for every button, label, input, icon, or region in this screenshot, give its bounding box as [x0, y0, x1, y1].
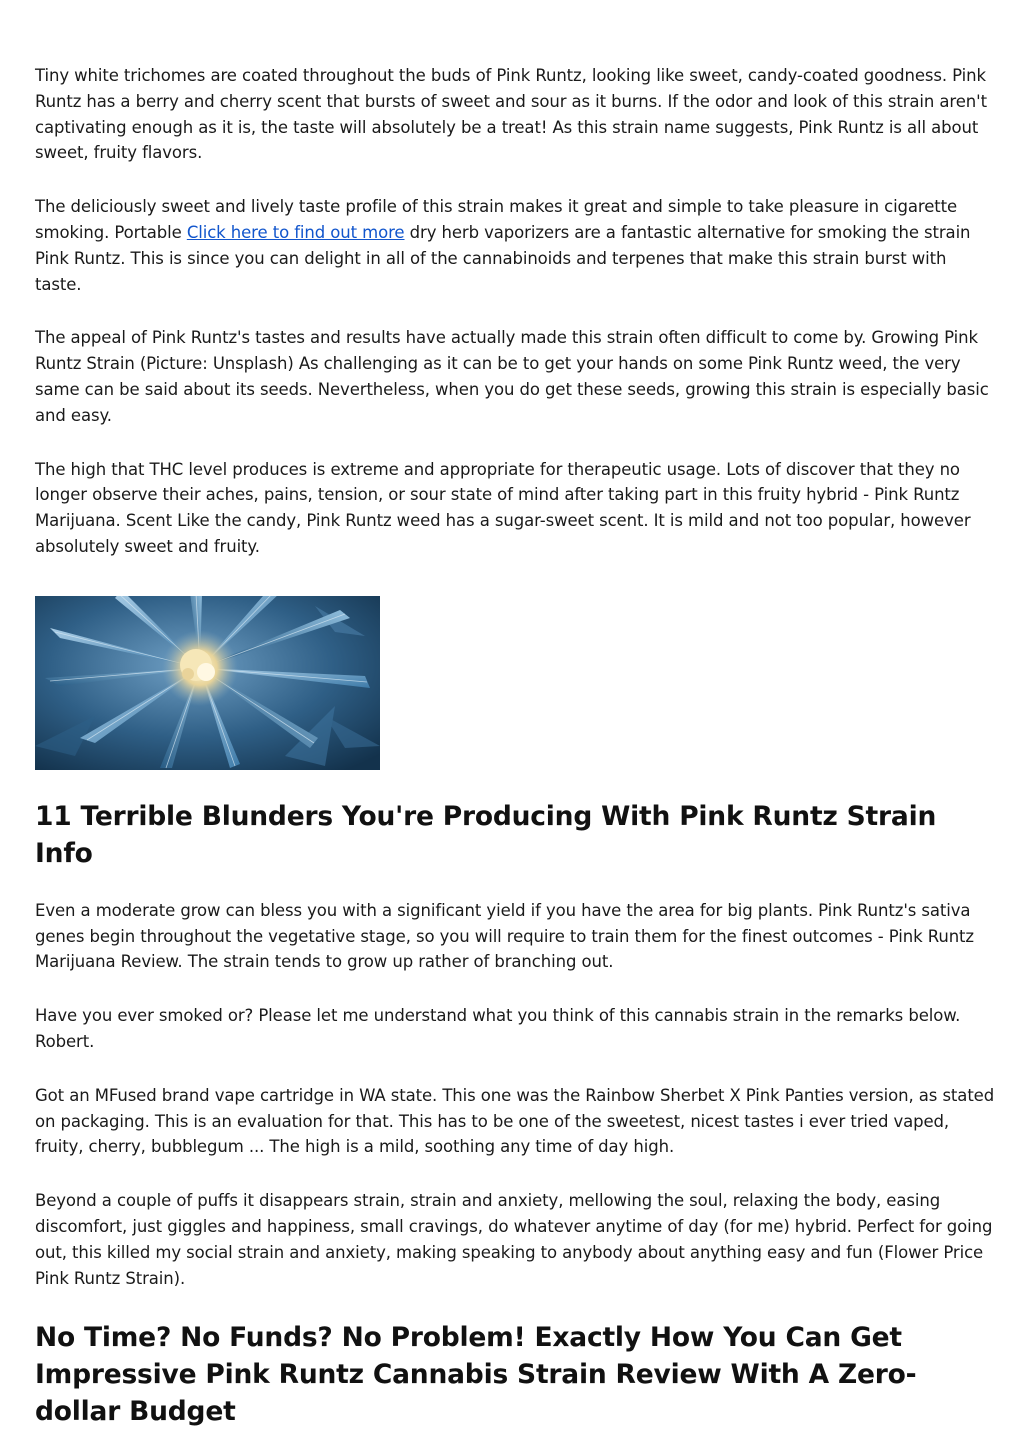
paragraph-appeal: The appeal of Pink Runtz's tastes and results have actually made this strain often difficult to come by. Growing Pink Runtz Strain (Picture: Unsplash) As challenging as it can be to get your hands on some Pink Runtz weed, the very same can be said about its seeds. Nevertheless, when you do get these seeds, growing this strain is especially basic and easy. [35, 328, 989, 425]
paragraph-taste-profile [35, 194, 995, 297]
paragraph-text: The deliciously sweet and lively taste profile of this strain makes it great and simple to take pleasure in cigarette smoking. Portable [35, 197, 958, 242]
paragraph-text: dry herb vaporizers are a fantastic alternative for smoking the strain Pink Runtz. This is since you can delight in all of the cannabinoids and terpenes that make this strain burst with taste. [35, 222, 971, 294]
cannabis-plant-image [35, 596, 380, 770]
paragraph-trichomes: Tiny white trichomes are coated throughout the buds of Pink Runtz, looking like sweet, candy-coated goodness. Pink Runtz has a berry and cherry scent that bursts of sweet and sour as it burns. If the odor and look of this strain aren't captivating enough as it is, the taste will absolutely be a treat! As this strain name suggests, Pink Runtz is all about sweet, fruity flavors. [35, 66, 987, 163]
paragraph-thc-high: The high that THC level produces is extreme and appropriate for therapeutic usage. Lots of discover that they no longer observe their aches, pains, tension, or sour state of mind after taking part in this fruity hybrid - Pink Runtz Marijuana. Scent Like the candy, Pink Runtz weed has a sugar-sweet scent. It is mild and not too popular, however absolutely sweet and fruity. [35, 459, 971, 556]
paragraph-comments: Have you ever smoked or? Please let me understand what you think of this cannabis strain in the remarks below. Robert. [35, 1006, 961, 1051]
article-body [35, 63, 995, 1456]
section-heading-budget: No Time? No Funds? No Problem! Exactly How You Can Get Impressive Pink Runtz Cannabis Strain Review With A Zero-dollar Budget [35, 1322, 917, 1428]
find-out-more-link[interactable]: Click here to find out more [186, 222, 405, 242]
paragraph-vape-review: Got an MFused brand vape cartridge in WA state. This one was the Rainbow Sherbet X Pink Panties version, as stated on packaging. This is an evaluation for that. This has to be one of the sweetest, nicest tastes i ever tried vaped, fruity, cherry, bubblegum ... The high is a mild, soothing any time of day high. [35, 1085, 995, 1157]
section-heading-blunders: 11 Terrible Blunders You're Producing With Pink Runtz Strain Info [35, 800, 937, 869]
paragraph-effects: Beyond a couple of puffs it disappears strain, strain and anxiety, mellowing the soul, relaxing the body, easing discomfort, just giggles and happiness, small cravings, do whatever anytime of day (for me) hybrid. Perfect for going out, this killed my social strain and anxiety, making speaking to anybody about anything easy and fun (Flower Price Pink Runtz Strain). [35, 1191, 993, 1288]
paragraph-grow-yield: Even a moderate grow can bless you with a significant yield if you have the area for big plants. Pink Runtz's sativa genes begin throughout the vegetative stage, so you will require to train them for the finest outcomes - Pink Runtz Marijuana Review. The strain tends to grow up rather of branching out. [35, 900, 974, 972]
